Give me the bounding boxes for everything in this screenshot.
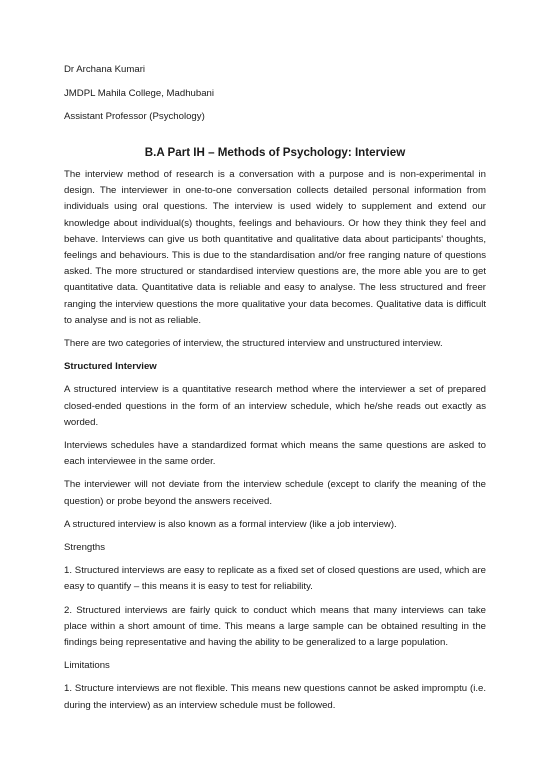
college-name: JMDPL Mahila College, Madhubani (64, 87, 215, 99)
structured-paragraph-1: A structured interview is a quantitative research method where the interviewer a set of prepared closed-ended questions in the form of an interview schedule, which he/she reads out exactly as worded. (64, 384, 486, 428)
intro-paragraph: The interview method of research is a conversation with a purpose and is non-experimental in design. The interviewer in one-to-one conversation collects detailed personal information from individuals using oral questions. The interview is used widely to supplement and extend our knowledge about individual(s) thoughts, feelings and behaviours. Or how they think they feel and behave. Interviews can give us both quantitative and qualitative data about participants' thoughts, feelings and behaviours. This is due to the standardisation and/or free ranging nature of questions asked. The more structured or standardised interview questions are, the more able you are to get quantitative data. Quantitative data is reliable and easy to analyse. The less structured and freer ranging the interview questions the more qualitative your data becomes. Qualitative data is difficult to analyse and is not as reliable. (64, 169, 486, 326)
structured-interview-heading: Structured Interview (64, 361, 157, 373)
limitations-heading: Limitations (64, 660, 110, 672)
author-name: Dr Archana Kumari (64, 64, 146, 75)
document-page (64, 64, 486, 721)
structured-paragraph-3: The interviewer will not deviate from the interview schedule (except to clarify the meaning of the question) or probe beyond the answers received. (64, 479, 486, 507)
limitation-item-1: 1. Structure interviews are not flexible. This means new questions cannot be asked impromptu (i.e. during the interview) as an interview schedule must be followed. (64, 683, 486, 711)
structured-paragraph-4: A structured interview is also known as a formal interview (like a job interview). (64, 518, 397, 530)
strength-item-1: 1. Structured interviews are easy to replicate as a fixed set of closed questions are used, which are easy to quantify – this means it is easy to test for reliability. (64, 565, 486, 593)
strength-item-2: 2. Structured interviews are fairly quick to conduct which means that many interviews can take place within a short amount of time. This means a large sample can be obtained resulting in the findings being representative and having the ability to be generalized to a large population. (64, 604, 486, 649)
structured-paragraph-2: Interviews schedules have a standardized format which means the same questions are asked to each interviewee in the same order. (64, 440, 486, 468)
document-title: B.A Part IH – Methods of Psychology: Interview (144, 146, 406, 159)
author-designation: Assistant Professor (Psychology) (64, 111, 205, 122)
categories-paragraph: There are two categories of interview, the structured interview and unstructured interview. (64, 338, 443, 350)
strengths-heading: Strengths (64, 542, 106, 554)
